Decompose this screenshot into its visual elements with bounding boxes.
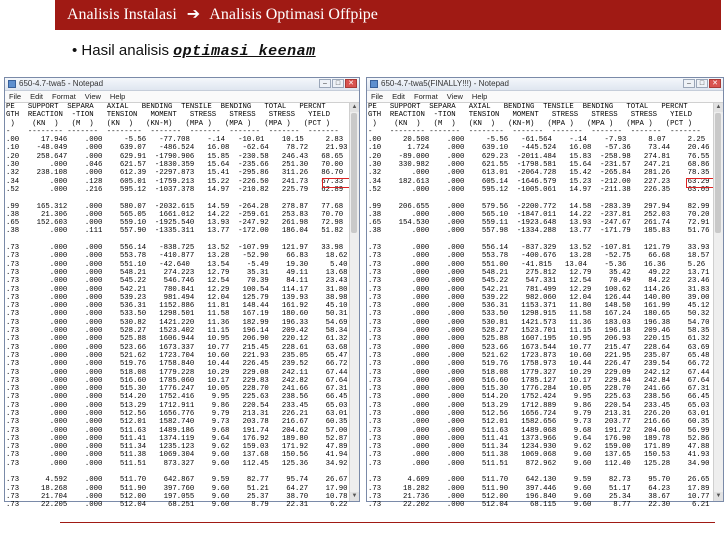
window-title: 650-4.7-twa5 - Notepad — [19, 79, 104, 88]
notepad-window-right[interactable] — [366, 77, 724, 510]
banner-left-text: Analisis Instalasi — [67, 6, 177, 23]
notepad-window-left[interactable] — [4, 77, 360, 510]
subtitle-prefix: • Hasil analisis — [72, 42, 169, 59]
highlight-box — [322, 178, 350, 188]
vertical-scrollbar[interactable] — [713, 103, 723, 501]
scroll-up-icon[interactable]: ▲ — [715, 104, 722, 110]
subtitle-emphasis: optimasi keenam — [173, 43, 316, 60]
menu-file[interactable]: File — [371, 92, 384, 101]
menu-view[interactable]: View — [446, 92, 463, 101]
scroll-down-icon[interactable]: ▼ — [351, 493, 358, 499]
menu-help[interactable]: Help — [471, 92, 488, 101]
notepad-icon — [370, 80, 378, 88]
menu-edit[interactable]: Edit — [392, 92, 406, 101]
output-text[interactable]: PE SUPPORT SEPARA AXIAL BENDING TENSILE BENDING TOTAL PERCNT GTH REACTION -TION TENSION MOMENT STRESS STRESS STRESS YIELD ) (KN ) (M ) (KN ) (KN-M) (MPA ) (MPA ) (MPA ) (PCT ) - -------- ------- -------- ------- ------- ------- ------- ------- .00 20.508 .000 -5.56 -61.564 -.14 -7.93 8.07 2.25 .10 1.724 .000 639.10 -445.524 16.08 -57.36 73.44 20.46 .20 -89.000 .000 629.23 -2011.484 15.83 -258.98 274.81 76.55 .30 330.982 .000 621.55 -1798.581 15.64 -231.57 247.21 68.86 .32 .000 .000 613.01 -2064.728 15.42 -265.84 281.26 78.35 .34 182.613 .000 605.14 -1646.579 15.23 -212.00 227.23 63.29 .52 .000 .000 595.12 -1005.061 14.97 -211.38 226.35 63.05 .99 206.655 .000 579.56 -2200.772 14.58 -283.39 297.94 82.99 .38 .000 .000 565.10 -1847.011 14.22 -237.81 252.03 70.20 .65 154.530 .000 559.11 -1923.648 13.93 -247.67 261.74 72.91 .38 .000 .000 557.98 -1334.288 13.77 -171.79 185.83 51.76 .73 .000 .000 556.14 -837.329 13.52 -107.81 121.79 33.93 .73 .000 .000 553.78 -400.676 13.28 -52.75 66.68 18.57 .73 .000 .000 551.00 -41.815 13.04 -5.36 16.36 5.26 .73 .000 .000 548.21 275.812 12.79 35.42 49.22 13.71 .73 .000 .000 545.22 547.331 12.54 70.49 84.22 23.46 .73 .000 .000 542.21 781.499 12.29 100.62 114.26 31.83 .73 .000 .000 539.22 982.060 12.04 126.44 140.00 39.00 .73 .000 .000 536.31 1153.371 11.80 148.50 161.99 45.12 .73 .000 .000 533.50 1298.915 11.58 167.24 180.65 50.32 .73 .000 .000 530.81 1421.573 11.36 183.03 196.38 54.70 .73 .000 .000 528.27 1523.701 11.15 196.18 209.46 58.35 .73 .000 .000 525.88 1607.195 10.95 206.93 220.15 61.32 .73 .000 .000 523.66 1673.544 10.77 215.47 228.64 63.69 .73 .000 .000 521.62 1723.873 10.60 221.95 235.07 65.48 .73 .000 .000 519.76 1758.973 10.44 226.47 239.54 66.72 .73 .000 .000 518.08 1779.327 10.29 229.09 242.12 67.44 .73 .000 .000 516.60 1785.127 10.17 229.84 242.84 67.64 .73 .000 .000 515.30 1776.284 10.05 228.70 241.66 67.31 .73 .000 .000 514.20 1752.424 9.95 225.63 238.56 66.45 .73 .000 .000 513.29 1712.889 9.86 220.54 233.45 65.03 .73 .000 .000 512.56 1656.724 9.79 213.31 226.20 63.01 .73 .000 .000 512.01 1582.656 9.73 203.77 216.66 60.35 .73 .000 .000 511.63 1489.068 9.68 191.72 204.60 56.99 .73 .000 .000 511.41 1373.966 9.64 176.90 189.78 52.86 .73 .000 .000 511.34 1234.930 9.62 159.00 171.89 47.88 .73 .000 .000 511.38 1069.068 9.60 137.65 150.53 41.93 .73 .000 .000 511.51 872.962 9.60 112.40 125.28 34.90 .73 4.609 .000 511.70 642.130 9.59 82.73 95.70 26.65 .73 18.282 .000 511.90 397.446 9.60 51.17 64.23 17.89 .73 21.736 .000 512.00 196.840 9.60 25.34 38.67 10.77 .73 22.202 .000 512.04 68.115 9.60 8.77 22.30 6.21 — [368, 103, 710, 510]
text-area[interactable] — [5, 103, 350, 510]
scroll-down-icon[interactable]: ▼ — [715, 493, 722, 499]
banner-right-text: Analisis Optimasi Offpipe — [209, 6, 378, 23]
slide-subtitle — [72, 42, 316, 60]
minimize-button[interactable]: – — [683, 79, 695, 88]
minimize-button[interactable]: – — [319, 79, 331, 88]
window-titlebar[interactable] — [367, 78, 723, 91]
scroll-thumb[interactable] — [715, 113, 721, 233]
close-button[interactable]: ✕ — [345, 79, 357, 88]
menu-format[interactable]: Format — [414, 92, 438, 101]
window-controls — [319, 79, 357, 88]
menu-file[interactable]: File — [9, 92, 22, 101]
menu-format[interactable]: Format — [52, 92, 76, 101]
maximize-button[interactable]: □ — [696, 79, 708, 88]
scroll-thumb[interactable] — [351, 113, 357, 233]
menu-bar — [5, 91, 359, 103]
scroll-up-icon[interactable]: ▲ — [351, 104, 358, 110]
menu-help[interactable]: Help — [109, 92, 126, 101]
maximize-button[interactable]: □ — [332, 79, 344, 88]
close-button[interactable]: ✕ — [709, 79, 721, 88]
notepad-icon — [8, 80, 16, 88]
vertical-scrollbar[interactable] — [349, 103, 359, 501]
menu-bar — [367, 91, 723, 103]
menu-view[interactable]: View — [84, 92, 101, 101]
window-title: 650-4.7-twa5(FINALLY!!!) - Notepad — [381, 79, 509, 88]
highlight-box — [686, 178, 714, 188]
output-text[interactable]: PE SUPPORT SEPARA AXIAL BENDING TENSILE BENDING TOTAL PERCNT GTH REACTION -TION TENSION MOMENT STRESS STRESS STRESS YIELD ) (KN ) (M ) (KN ) (KN-M) (MPA ) (MPA ) (MPA ) (PCT ) - -------- ------- -------- ------- ------- ------- ------- ------- .00 17.946 .000 -5.56 -77.708 -.14 -10.01 10.15 2.83 .10 -48.049 .000 639.07 -486.524 16.08 -62.64 78.72 21.93 .20 258.647 .000 629.91 -1790.906 15.85 -230.58 246.43 68.65 .30 .000 .046 621.57 -1830.359 15.64 -235.66 251.30 70.00 .32 238.108 .000 612.39 -2297.873 15.41 -295.86 311.26 86.70 .34 .000 .128 605.01 -1759.213 15.22 -226.50 241.73 67.33 .52 .000 .216 595.12 -1037.378 14.97 -210.82 225.79 62.89 .99 165.312 .000 580.07 -2032.615 14.59 -264.28 278.87 77.68 .38 21.306 .000 565.05 1661.012 14.22 -259.61 253.83 70.70 .65 152.603 .000 559.10 -1925.540 13.93 -247.92 261.98 72.98 .38 .000 .111 557.90 -1335.311 13.77 -172.00 186.04 51.82 .73 .000 .000 556.14 -838.725 13.52 -107.99 121.97 33.98 .73 .000 .000 553.78 -410.877 13.28 -52.90 66.83 18.62 .73 .000 .000 551.10 -42.640 13.54 -5.49 19.30 5.40 .73 .000 .000 548.21 274.223 12.79 35.31 49.11 13.68 .73 .000 .000 545.22 546.746 12.54 70.39 84.11 23.43 .73 .000 .000 542.21 780.841 12.29 100.54 114.17 31.80 .73 .000 .000 539.23 981.494 12.04 125.79 139.93 38.98 .73 .000 .000 536.31 1152.886 11.81 148.44 161.92 45.10 .73 .000 .000 533.50 1298.501 11.58 167.19 180.60 50.31 .73 .000 .000 530.82 1421.220 11.36 182.99 196.33 54.69 .73 .000 .000 528.27 1523.402 11.15 196.14 209.42 58.34 .73 .000 .000 525.88 1606.944 10.95 206.90 220.12 61.32 .73 .000 .000 523.66 1673.337 10.77 215.45 228.61 63.68 .73 .000 .000 521.62 1723.704 10.60 221.93 235.05 65.47 .73 .000 .000 519.76 1758.840 10.44 226.45 239.52 66.72 .73 .000 .000 518.08 1779.228 10.29 229.08 242.11 67.44 .73 .000 .000 516.60 1785.060 10.17 229.83 242.82 67.64 .73 .000 .000 515.30 1776.247 10.05 228.70 241.66 67.31 .73 .000 .000 514.20 1752.416 9.95 225.63 238.56 66.45 .73 .000 .000 513.29 1712.911 9.86 220.54 233.45 65.03 .73 .000 .000 512.56 1656.776 9.79 213.31 226.21 63.01 .73 .000 .000 512.01 1582.740 9.73 203.78 216.67 60.35 .73 .000 .000 511.63 1489.186 9.68 191.74 204.62 57.00 .73 .000 .000 511.41 1374.119 9.64 176.92 189.80 52.87 .73 .000 .000 511.34 1235.123 9.62 159.03 171.92 47.89 .73 .000 .000 511.38 1069.304 9.60 137.68 150.56 41.94 .73 .000 .000 511.51 873.327 9.60 112.45 125.36 34.92 .73 4.592 .000 511.70 642.867 9.59 82.77 95.74 26.67 .73 18.268 .000 511.90 397.760 9.60 51.21 64.27 17.90 .73 21.704 .000 512.00 197.055 9.60 25.37 38.70 10.78 .73 22.205 .000 512.04 68.251 9.60 8.79 22.31 6.22 — [6, 103, 348, 510]
slide-title-banner — [55, 0, 721, 30]
window-titlebar[interactable] — [5, 78, 359, 91]
text-area[interactable] — [367, 103, 714, 510]
footer-divider — [60, 522, 715, 523]
right-arrow-icon: ➔ — [186, 6, 201, 23]
menu-edit[interactable]: Edit — [30, 92, 44, 101]
window-controls — [683, 79, 721, 88]
